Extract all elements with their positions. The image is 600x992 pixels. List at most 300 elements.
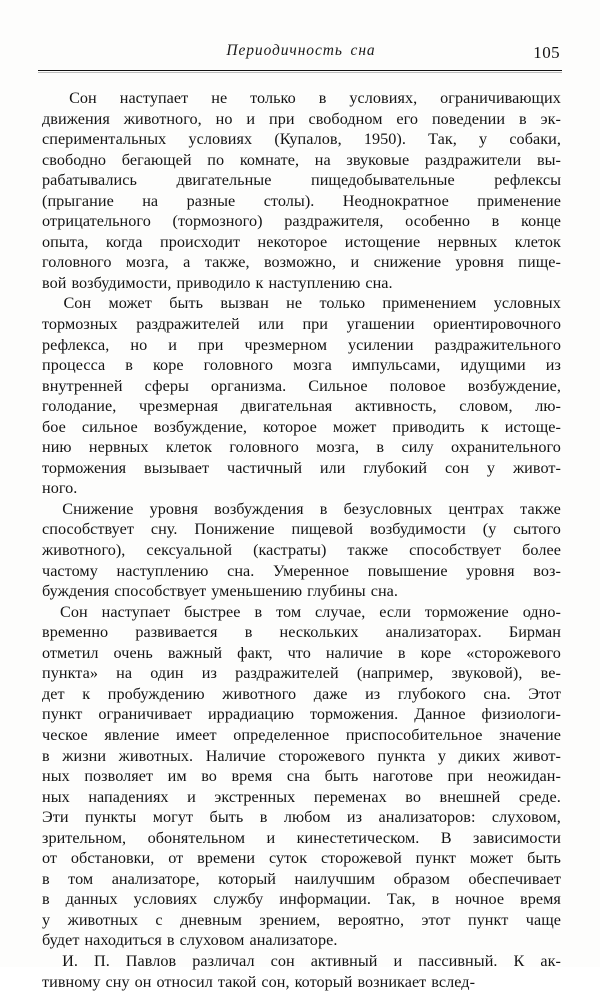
word: применение xyxy=(477,191,561,210)
word: происходит xyxy=(160,232,241,251)
word: зависимости xyxy=(473,828,561,847)
word: отрицательного xyxy=(42,212,151,231)
word: вслед- xyxy=(431,972,476,991)
word: глубокий xyxy=(363,458,428,477)
word: в xyxy=(319,499,328,518)
word: может xyxy=(469,849,514,868)
word: снижение xyxy=(373,253,442,272)
word: из xyxy=(545,356,561,375)
word: Павлов xyxy=(125,951,177,970)
word: сна. xyxy=(483,684,511,703)
word: в xyxy=(519,109,527,128)
word: опыта, xyxy=(42,232,89,251)
text-line xyxy=(42,314,561,335)
word: сна. xyxy=(227,561,255,580)
word: развивается xyxy=(135,623,218,642)
word: время xyxy=(520,890,561,909)
word: экстренных xyxy=(214,787,296,806)
text-line xyxy=(42,766,561,787)
word: зрением, xyxy=(259,910,321,929)
text-line xyxy=(42,848,561,869)
word: быть xyxy=(324,767,359,786)
word: пассивный. xyxy=(418,951,498,970)
word: возбудимости xyxy=(370,520,466,539)
word: угашении xyxy=(346,315,415,334)
text-line xyxy=(42,704,561,725)
word: который xyxy=(218,869,276,888)
word: торможение xyxy=(424,602,509,621)
word: явление xyxy=(104,725,160,744)
word: сна. xyxy=(370,582,399,601)
header-rule-shadow xyxy=(38,72,562,73)
word: на xyxy=(314,150,331,169)
word: с xyxy=(155,910,163,929)
word: Этот xyxy=(528,684,561,703)
word: который xyxy=(294,972,353,991)
word: важный xyxy=(167,643,223,662)
word: может xyxy=(108,294,152,313)
text-line xyxy=(42,417,561,438)
word: особенно xyxy=(405,212,470,231)
word: повышение xyxy=(367,561,448,580)
word: наилучшим xyxy=(294,869,376,888)
word: «сторожевого xyxy=(466,643,561,662)
word: уровня xyxy=(149,499,198,518)
word: анализаторов: xyxy=(378,808,476,827)
word: вероятно, xyxy=(337,910,405,929)
word: наготове xyxy=(372,767,433,786)
word: наступает xyxy=(119,89,189,107)
word: сторожевой xyxy=(320,849,402,868)
word: клеток xyxy=(165,438,213,457)
text-line xyxy=(42,869,561,890)
word: тормозных xyxy=(42,315,118,334)
text-line xyxy=(42,663,561,684)
word: физиологи- xyxy=(481,705,561,724)
paragraph xyxy=(42,88,561,293)
word: головного xyxy=(42,253,112,272)
word: вызывает xyxy=(144,458,210,477)
word: и xyxy=(266,828,276,847)
word: в xyxy=(166,931,175,950)
word: обстановки, xyxy=(70,849,155,868)
text-line xyxy=(42,170,561,191)
text-line xyxy=(42,478,561,499)
word: или xyxy=(258,315,284,334)
word: и xyxy=(246,109,256,128)
word: во xyxy=(201,767,217,786)
word: данных xyxy=(65,890,118,909)
word: к xyxy=(480,417,489,436)
paragraph-indent xyxy=(42,951,46,972)
word: кинестетическом. xyxy=(296,828,420,847)
word: торможения. xyxy=(309,705,399,724)
text-line xyxy=(42,499,561,520)
word: при xyxy=(268,109,295,128)
word: в xyxy=(376,438,385,457)
text-line xyxy=(42,725,561,746)
word: не xyxy=(211,89,228,107)
word: некоторое xyxy=(257,232,328,251)
text-line xyxy=(42,910,561,931)
word: пищевой xyxy=(291,520,354,539)
word: может xyxy=(332,417,377,436)
paragraph xyxy=(42,499,561,602)
word: он xyxy=(134,972,152,991)
word: из xyxy=(201,664,217,683)
running-head xyxy=(42,42,560,66)
word: временно xyxy=(42,623,109,642)
word: собаки, xyxy=(509,130,561,149)
word: Бирман xyxy=(508,623,561,642)
word: процесса xyxy=(42,356,106,375)
text-line xyxy=(42,519,561,540)
word: идущими xyxy=(460,356,526,375)
word: мозга, xyxy=(316,438,360,457)
text-line xyxy=(42,930,561,951)
word: ориентировочного xyxy=(433,315,561,334)
text-line xyxy=(42,622,561,643)
word: анализаторах. xyxy=(385,623,482,642)
word: возбуждение, xyxy=(467,376,561,395)
word: нервных xyxy=(88,438,149,457)
word: сна xyxy=(286,767,311,786)
text-line xyxy=(42,684,561,705)
word: головного xyxy=(229,438,299,457)
text-line xyxy=(42,232,561,253)
text-line xyxy=(42,355,561,376)
word: в xyxy=(42,890,50,909)
word: сон xyxy=(444,458,470,477)
word: животных xyxy=(67,910,138,929)
word: ограничивающих xyxy=(440,89,561,107)
word: позволяет xyxy=(84,767,154,786)
word: раздражители xyxy=(424,150,522,169)
text-line xyxy=(42,88,561,109)
word: приводить xyxy=(392,417,465,436)
word: обеспечивает xyxy=(468,869,561,888)
word: Понижение xyxy=(194,520,275,539)
word: на xyxy=(116,664,133,683)
word: (Купалов, xyxy=(274,130,342,149)
word: Сильное xyxy=(308,376,368,395)
word: жизни xyxy=(62,746,107,765)
word: и xyxy=(350,253,360,272)
word: торможения xyxy=(42,458,127,477)
text-line xyxy=(42,293,561,314)
word: сон, xyxy=(261,972,290,991)
word: значение xyxy=(499,725,561,744)
word: коре xyxy=(420,643,452,662)
word: относил xyxy=(156,972,213,991)
word: буждения xyxy=(42,582,110,601)
word: а xyxy=(183,253,191,272)
word: тивному xyxy=(42,972,101,991)
word: по xyxy=(207,150,225,169)
word: дневным xyxy=(180,910,242,929)
word: обонятельном xyxy=(147,828,246,847)
word: диких xyxy=(458,746,501,765)
word: звуковой), xyxy=(451,664,523,683)
word: сна. xyxy=(365,273,393,292)
word: сон xyxy=(270,951,295,970)
word: ного. xyxy=(42,479,78,498)
word: ных xyxy=(42,787,70,806)
word: даже xyxy=(313,684,348,703)
word: способствует xyxy=(114,582,207,601)
word: им xyxy=(167,767,187,786)
word: воз- xyxy=(533,561,561,580)
word: условных xyxy=(493,294,561,313)
word: при xyxy=(197,335,224,354)
word: столы). xyxy=(263,191,315,210)
text-line xyxy=(42,150,561,171)
word: рабатывались xyxy=(42,171,137,190)
word: (кастраты) xyxy=(253,541,327,560)
word: этот xyxy=(421,910,451,929)
word: сексуальной xyxy=(146,541,233,560)
word: организма. xyxy=(210,376,287,395)
word: но xyxy=(130,335,148,354)
text-line xyxy=(42,807,561,828)
word: двигательные xyxy=(176,171,272,190)
word: Снижение xyxy=(62,499,134,518)
word: животных. xyxy=(118,746,194,765)
text-line xyxy=(42,335,561,356)
word: ночное xyxy=(455,890,505,909)
text-line xyxy=(42,828,561,849)
word: мозга xyxy=(293,356,332,375)
paragraph xyxy=(42,293,561,498)
word: зрительном, xyxy=(42,828,127,847)
word: анализаторе, xyxy=(111,869,200,888)
word: от xyxy=(168,849,184,868)
word: разные xyxy=(186,191,236,210)
text-line xyxy=(42,458,561,479)
running-head-title: Периодичность сна xyxy=(226,42,376,59)
word: вы- xyxy=(536,150,561,169)
page-number: 105 xyxy=(533,43,560,62)
paragraph xyxy=(42,951,561,992)
word: ных xyxy=(42,767,70,786)
word: пище- xyxy=(518,253,561,272)
word: вой xyxy=(42,273,67,292)
word: активный xyxy=(310,951,378,970)
word: уменьшению xyxy=(211,582,303,601)
text-line xyxy=(42,951,561,972)
word: усилении xyxy=(348,335,414,354)
word: голодание, xyxy=(42,397,117,416)
word: наличие xyxy=(325,643,383,662)
word: спериментальных xyxy=(42,130,167,149)
word: в xyxy=(397,643,406,662)
word: силу xyxy=(401,438,434,457)
word: в xyxy=(259,808,268,827)
word: Сон xyxy=(63,294,92,313)
text-line xyxy=(42,746,561,767)
word: бегающей xyxy=(121,150,192,169)
word: во xyxy=(405,787,422,806)
word: головного xyxy=(203,356,274,375)
word: ве- xyxy=(540,664,561,683)
word: слуховом, xyxy=(491,808,561,827)
word: истощение xyxy=(344,232,421,251)
text-line xyxy=(42,602,561,623)
word: глубины xyxy=(307,582,366,601)
word: от xyxy=(42,849,58,868)
word: том xyxy=(68,869,94,888)
word: сытого xyxy=(513,520,561,539)
word: чрезмерная xyxy=(138,397,219,416)
word: Неоднократное xyxy=(342,191,449,210)
word: чрезмерном xyxy=(244,335,328,354)
word: живот- xyxy=(512,746,561,765)
word: и xyxy=(168,335,177,354)
word: Эти xyxy=(42,808,69,827)
word: двигательная xyxy=(240,397,333,416)
text-line xyxy=(42,643,561,664)
word: Умеренное xyxy=(273,561,350,580)
word: только xyxy=(250,89,296,107)
word: условиях xyxy=(133,890,198,909)
word: нападениях xyxy=(88,787,169,806)
word: к xyxy=(255,273,264,292)
word: том xyxy=(276,602,302,621)
word: в xyxy=(254,602,263,621)
word: информации. xyxy=(279,890,371,909)
word: в xyxy=(431,890,440,909)
word: если xyxy=(379,602,411,621)
word: животного xyxy=(222,684,297,703)
text-line xyxy=(42,581,561,602)
word: пункт xyxy=(42,705,83,724)
word: службу xyxy=(213,890,264,909)
word: Так, xyxy=(428,130,457,149)
text-line xyxy=(42,109,561,130)
word: более xyxy=(522,541,561,560)
word: ческое xyxy=(42,725,88,744)
word: образом xyxy=(393,869,450,888)
header-rule xyxy=(38,70,562,71)
word: пункта» xyxy=(42,664,98,683)
text-line xyxy=(42,972,561,992)
word: в xyxy=(125,356,133,375)
word: и xyxy=(393,951,403,970)
word: возбуждения xyxy=(214,499,304,518)
word: (например, xyxy=(356,664,434,683)
word: будет xyxy=(42,931,80,950)
word: рефлексы xyxy=(494,171,561,190)
word: мозга, xyxy=(125,253,169,272)
word: возбудимости, xyxy=(71,273,172,292)
text-line xyxy=(42,191,561,212)
word: клеток xyxy=(514,232,561,251)
word: коре xyxy=(152,356,184,375)
word: приспособительное xyxy=(345,725,483,744)
word: безусловных xyxy=(343,499,433,518)
word: неожидан- xyxy=(487,767,561,786)
word: быть xyxy=(527,849,561,868)
word: у xyxy=(479,130,488,149)
word: чаще xyxy=(525,910,561,929)
word: и xyxy=(187,787,196,806)
word: способствует xyxy=(42,520,134,539)
word: истоще- xyxy=(504,417,561,436)
word: Наличие xyxy=(205,746,266,765)
word: раздражительного xyxy=(434,335,561,354)
text-line xyxy=(42,252,561,273)
word: Так, xyxy=(386,890,416,909)
paragraph-indent xyxy=(42,499,46,520)
word: центрах xyxy=(448,499,505,518)
word: комнате, xyxy=(239,150,300,169)
paragraph xyxy=(42,602,561,951)
word: также, xyxy=(204,253,250,272)
word: сторожевого xyxy=(278,746,365,765)
word: которое xyxy=(263,417,317,436)
word: отметил xyxy=(42,643,99,662)
word: быстрее xyxy=(184,602,241,621)
text-line xyxy=(42,376,561,397)
word: один xyxy=(150,664,184,683)
word: возникает xyxy=(357,972,427,991)
word: раздражителя, xyxy=(284,212,384,231)
word: могут xyxy=(152,808,194,827)
word: 1950). xyxy=(363,130,406,149)
word: случае, xyxy=(315,602,366,621)
word: конце xyxy=(521,212,561,231)
word: к xyxy=(82,684,91,703)
word: животного, xyxy=(123,109,202,128)
word: применением xyxy=(382,294,477,313)
word: Сон xyxy=(60,602,88,621)
word: ак- xyxy=(540,951,561,970)
word: наступлению xyxy=(116,561,209,580)
word: в xyxy=(244,623,253,642)
word: факт, xyxy=(237,643,273,662)
word: наступлению xyxy=(268,273,361,292)
word: движения xyxy=(42,109,110,128)
word: имеет xyxy=(176,725,217,744)
word: пункт xyxy=(467,910,509,929)
text-line xyxy=(42,540,561,561)
word: нескольких xyxy=(279,623,359,642)
word: различал xyxy=(192,951,255,970)
word: К xyxy=(513,951,525,970)
word: в xyxy=(491,212,500,231)
text-line xyxy=(42,273,561,294)
word: дет xyxy=(42,684,65,703)
word: лю- xyxy=(535,397,561,416)
word: сильное xyxy=(81,417,138,436)
word: или xyxy=(319,458,346,477)
word: охранительного xyxy=(451,438,561,457)
word: вызван xyxy=(220,294,269,313)
word: внутренней xyxy=(42,376,123,395)
word: при xyxy=(447,767,474,786)
word: условиях, xyxy=(349,89,418,107)
text-line xyxy=(42,787,561,808)
text-line xyxy=(42,561,561,582)
word: возбуждение, xyxy=(153,417,248,436)
word: при xyxy=(302,315,329,334)
paragraph-indent xyxy=(42,88,46,109)
word: импульсами, xyxy=(351,356,441,375)
word: слуховом xyxy=(179,931,245,950)
word: в xyxy=(42,869,50,888)
word: только xyxy=(319,294,366,313)
word: условиях xyxy=(188,130,253,149)
